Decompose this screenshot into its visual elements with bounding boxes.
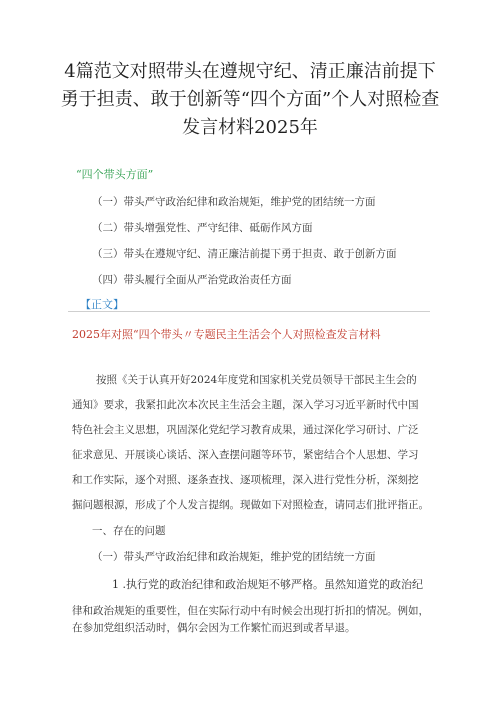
heading-problems: 一、存在的问题	[92, 525, 166, 537]
paragraph-line-1: 按照《关于认真开好2024年度党和国家机关党员领导干部民主生会的	[96, 374, 417, 386]
point-1: 1 .执行党的政治纪律和政治规矩不够严格。虽然知道党的政治纪	[112, 578, 423, 591]
paragraph-line-3: 特色社会主义思想，巩固深化党纪学习教育成果，通过深化学习研讨、广泛	[72, 424, 419, 436]
outline-item-2: （二）带头增强党性、严守纪律、砥砺作风方面	[92, 222, 313, 234]
paragraph-line-2: 通知》要求，我紧扣此次本次民主生活会主题，深入学习习近平新时代中国	[72, 399, 419, 411]
section-label-four-aspects: “四个带头方面”	[76, 168, 154, 181]
main-text-label: 【正文】	[80, 298, 124, 311]
outline-item-1: （一）带头严守政治纪律和政治规矩，维护党的团结统一方面	[92, 196, 376, 208]
outline-item-3: （三）带头在遵规守纪、清正廉洁前提下勇于担责、敢于创新方面	[92, 248, 397, 260]
outline-item-4: （四）带头履行全面从严治党政治责任方面	[92, 274, 292, 286]
red-subtitle: 2025年对照“四个带头〃专题民主生活会个人对照检查发言材料	[72, 328, 381, 341]
divider-line	[68, 311, 430, 312]
paragraph-2: 律和政治规矩的重要性，但在实际行动中有时候会出现打折扣的情况。例如，在参加党组织活动时，偶尔会因为工作繁忙而迟到或者早退。	[72, 605, 429, 634]
paragraph-line-5: 和工作实际，逐个对照、逐条查找、逐项梳理，深入进行党性分析，深刻挖	[72, 474, 419, 486]
paragraph-line-4: 征求意见、开展谈心谈话、深入查摆问题等环节，紧密结合个人思想、学习	[72, 449, 419, 461]
document-title: 4篇范文对照带头在遵规守纪、清正廉洁前提下勇于担责、敢于创新等“四个方面”个人对照检查发言材料2025年	[60, 61, 440, 138]
heading-subsection-1: （一）带头严守政治纪律和政治规矩，维护党的团结统一方面	[92, 551, 376, 563]
paragraph-line-6: 掘问题根源，形成了个人发言提纲。现做如下对照检查，请同志们批评指正。	[72, 499, 429, 511]
